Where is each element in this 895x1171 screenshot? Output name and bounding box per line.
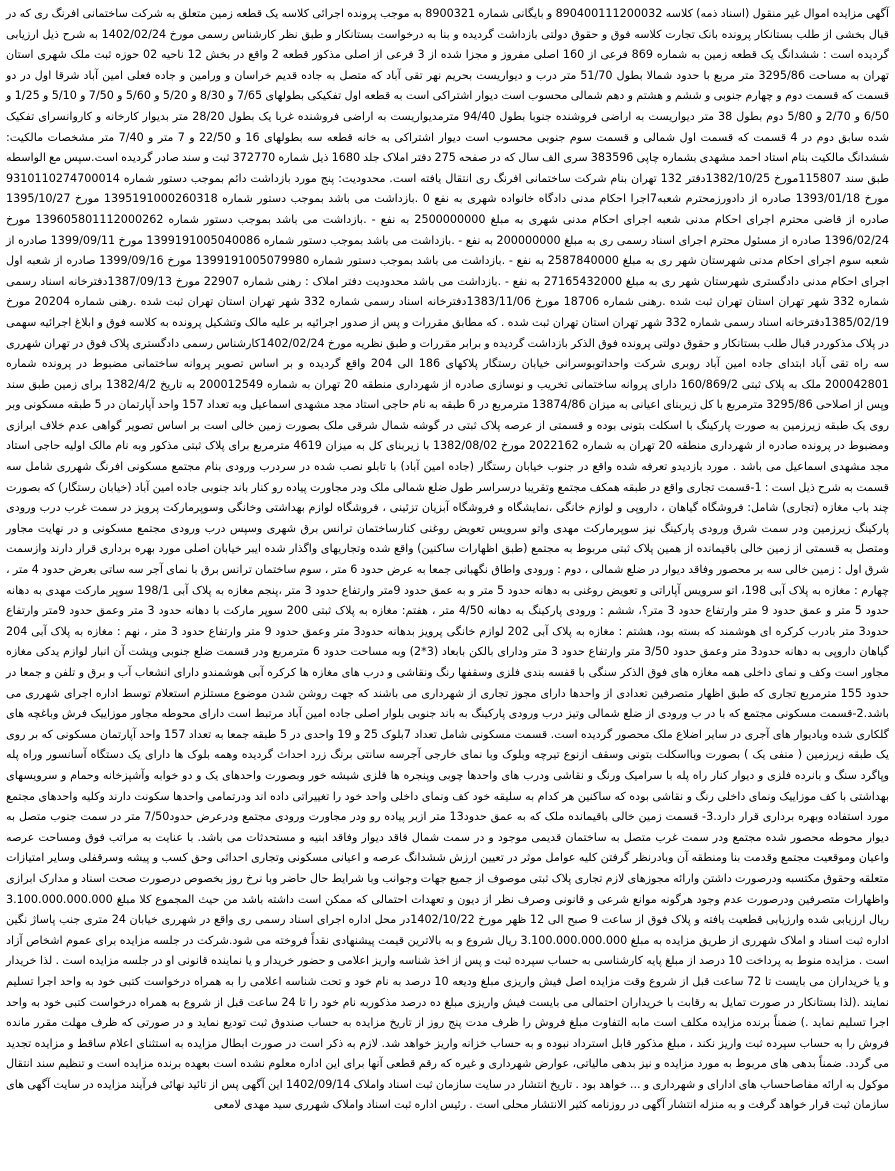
auction-notice-text: آگهی مزایده اموال غیر منقول (اسناد ذمه) کلاسه 890400111200032 و بایگانی شماره 8900321 به موجب پرونده اجرائی کلاسه یک قطعه زمین متعلق به شرکت ساختمانی افرنگ ری که در قبال بخشی از طلب بستانکار پرونده بانک تجارت کلاسه فوق و حقوق دولتی بازداشت گردیده و بنا به درخواست بستانکار و طبق نظر کارشناس رسمی مورخ 1402/02/24 به شرح ذیل ارزیابی گردیده است : ششدانگ یک قطعه زمین به شماره 869 فرعی از 160 اصلی مفروز و مجزا شده از 3 فرعی از اصلی مذکور قطعه 2 واقع در بخش 12 ناحیه 02 حوزه ثبت ملک شهری استان تهران به مساحت 3295/86 متر مربع با حدود شمالا بطول 51/70 متر درب و دیواریست بحریم نهر تقی آباد که متصل به جاده قدیم خراسان و ورامین و جاده فعلی امین آباد شرقا اول در دو قسمت که قسمت دوم و چهارم جنوبی و ششم و هشتم و دهم شمالی محسوب است دیوار اشتراکی است به قطعه اول تفکیکی بطولهای 7/65 و 8/30 و 5/20 و 5/60 و 7/50 و 5/10 و 1/25 و 6/50 و 2/70 و 5/80 دوم بطول 38 متر دیواریست به اراضی فروشنده جنوبا بطول 94/40 مترمدیواریست به اراضی فروشنده غربا یک بطول 28/20 متر بدیوار کارخانه و کاروانسرای تفکیک شده سابق دوم در 4 قسمت که قسمت اول شمالی و قسمت سوم جنوبی محسوب است دیوار اشتراکی به خانه قطعه سه بطولهای 16 و 22/50 و 7 متر و 7/40 متر مشخصات مالکیت: ششدانگ مالکیت بنام استاد احمد مشهدی بشماره چاپی 383596 سری الف سال که در صفحه 275 دفتر املاک جلد 1680 ذیل شماره 372770 ثبت و سند صادر گردیده است.سپس مع الواسطه طبق سند 115807مورخ 1382/10/25دفتر 132 تهران بنام شرکت ساختمانی افرنگ ری انتقال یافته است. محدودیت: پنج مورد بازداشت دائم بموجب دستور شماره 9310110274700014 مورخ 1393/01/18 صادره از دادورزمحترم شعبه7اجرا احکام مدنی دادگاه خانواده شهری به نفع 0 .بازداشت می باشد بموجب دستور شماره 1395191000260318 مورخ 1395/10/27 صادره از قاضی محترم اجرای احکام مدنی شعبه اجرای احکام مدنی شهری به مبلغ 2500000000 به نفع - .بازداشت می باشد بموجب دستور شماره 139605801112000262 مورخ 1396/02/24 صادره از مسئول محترم اجرای اسناد رسمی ری به مبلغ 200000000 به نفع - .بازداشت می باشد بموجب دستور شماره 1399191005040086 مورخ 1399/09/11 صادره از شعبه سوم اجرای احکام مدنی شهرستان شهر ری به مبلغ 2587840000 به نفع - .بازداشت می باشد بموجب دستور شماره 1399191005079980 مورخ 1399/09/16 صادره از شعبه اول اجرای احکام مدنی دادگستری شهرستان شهر ری به مبلغ 27165432000 به نفع - .بازداشت می باشد محدودیت دفتر املاک : رهنی شماره 22907 مورخ 1387/09/13دفترخانه اسناد رسمی شماره 332 شهر تهران استان تهران ثبت شده .رهنی شماره 18706 مورخ 1383/11/06دفترخانه اسناد رسمی شماره 332 شهر تهران استان تهران ثبت شده .رهنی شماره 20204 مورخ 1385/02/19دفترخانه اسناد رسمی شماره 332 شهر تهران استان تهران ثبت شده . که مطابق مقررات و پس از صدور اجرائیه بر علیه مالک وتشکیل پرونده به کلاسه فوق و ابلاغ اجرائیه سهمی در پلاک مذکوردر قبال طلب بستانکار و حقوق دولتی پرونده فوق الذکر بازداشت گردیده و برابر مقررات و طبق نظریه مورخ 1402/02/24کارشناس رسمی دادگستری پلاک فوق در تهران شهرری سه راه تقی آباد ابتدای جاده امین آباد روبری شرکت واحداتوبوسرانی خیابان رستگار پلاکهای 186 الی 204 واقع گردیده و بر اساس تصویر پروانه ساختمانی مضبوط در پرونده شماره 200042801 ملک به پلاک ثبتی 160/869/2 دارای پروانه ساختمانی تخریب و نوسازی صادره از شهرداری منطقه 20 تهران به شماره 200012549 به تاریخ 1382/4/2 برای زمین طبق سند وپس از اصلاحی 3295/86 مترمربع با کل زیربنای اعیانی به میزان 13874/86 مترمربع در 6 طبقه به نام حاجی استاد مجد مشهدی اسماعیل وبه تعداد 157 واحد آپارتمان در 5 طبقه مسکونی وبر روی یک طبقه زیرزمین به صورت پارکینگ با اسکلت بتونی بوده و قسمتی از عرصه پلاک ثبتی در گوشه شمال شرقی ملک بصورت زمین خالی است بر اساس تصویر گواهی عدم خلاف ابرازی ومضبوط در پرونده صادره از شهرداری منطقه 20 تهران به شماره 2022162 مورخ 1382/08/02 با زیربنای کل به میزان 4619 مترمربع برای پلاک ثبتی مذکور وبه نام مالک اولیه حاجی استاد مجد مشهدی اسماعیل می باشد . مورد بازدیدو تعرفه شده واقع در جنوب خیابان رستگار (جاده امین آباد) با تابلو نصب شده در سردرب ورودی بنام مجتمع مسکونی افرنگ شهرری شامل سه قسمت به شرح ذیل است : 1-قسمت تجاری واقع در طبقه همکف مجتمع وتقریبا درسراسر طول ضلع شمالی ملک ودر مجاورت پیاده رو کنار باند جنوبی جاده امین آباد (خیابان رستگار) که بصورت چند باب مغازه (تجاری) شامل: فروشگاه گیاهان ، داروپی و لوازم خانگی ،نمایشگاه و فروشگاه آبزیان تزئینی ، فروشگاه لوازم بهداشتی وخانگی وسوپرمارکت پرویز در سمت غرب درب ورودی پارکینگ زیرزمین ودر سمت شرق ورودی پارکینگ نیز سوپرمارکت مهدی واتو سرویس تعویض روغنی کنارساختمان ترانس برق شهری وسپس درب ورودی مجتمع مسکونی و در نهایت مجاور ومتصل به قسمتی از زمین خالی باقیمانده از همین پلاک ثبتی مربوط به مجتمع (طبق اظهارات ساکنین) واقع شده وتجاریهای واگذار شده ایبر خیابان اصلی مورد بهره برداری قرار دارند وازسمت شرق اول : زمین خالی سه بر محصور وفاقد دیوار در ضلع شمالی ، دوم : ورودی واطاق نگهبانی جمعا به عرض حدود 6 متر ، سوم ساختمان ترانس برق با نمای آجر سه ساتی بعرض حدود 4 متر ، چهارم : مغازه به پلاک آبی 198، اتو سرویس آپاراتی و تعویض روغنی به دهانه حدود 5 متر و به عمق حدود 9متر وارتفاع حدود 3 متر ،پنجم مغازه به پلاک آبی 198/1 سوپر مارکت مهدی به دهانه حدود 5 متر و عمق حدود 9 متر وارتفاع حدود 3 متر؟، ششم : ورودی پارکینگ به دهانه 4/50 متر ، هفتم: مغازه به پلاک ثبتی 200 سوپر مارکت با دهانه حدود 3 متر وعمق حدود 9متر وارتفاع حدود3 متر بادرب کرکره ای هوشمند که بسته بود، هشتم : مغازه به پلاک آبی 202 لوازم خانگی پرویز بدهانه حدود3 متر وعمق حدود 9 متر وارتفاع حدود 3 متر ، نهم : مغازه به پلاک آبی 204 گیاهان داروپی به دهانه حدود3 متر وعمق حدود 3/50 متر وارتفاع حدود 3 متر ودارای بالکن بابعاد (3*2) وبه مساحت حدود 6 مترمربع ودر قسمت ضلع جنوبی وپشت آن انبار لوازم یدکی مغازه مجاور است وکف و نمای داخلی همه مغازه های فوق الذکر سنگی با قفسه بندی فلزی وسقفها رنگ ونقاشی و درب های مغازه ها کرکره آبی هوشمندو دارای انشعاب آب و برق و تلفن و جمعا در حدود 155 مترمربع تجاری که طبق اظهار متصرفین تعدادی از واحدها دارای مجوز تجاری از شهرداری می باشند که جهت روشن شدن موضوع مستلزم استعلام توسط اداره اجرای شهرری می باشد.2-قسمت مسکونی مجتمع که با در ب ورودی از ضلع شمالی وتیز درب ورودی پارکینگ به باند جنوبی بلوار اصلی جاده امین آباد مرتبط است دارای محوطه مجاور موزاییک فرش وباغچه های گلکاری شده وبادیوار های آجری در سایر اضلاع ملک محصور گردیده است. قسمت مسکونی شامل تعداد 7بلوک 25 و 19 واحدی در 5 طبقه جمعا به تعداد 157 واحد آپارتمان مسکونی که بر روی یک طبقه زیرزمین ( منفی یک ) بصورت وبااسکلت بتونی وسقف ازنوع تیرچه وبلوک وبا نمای خارجی آجرسه سانتی برنگ زرد احداث گردیده وهمه بلوک ها دارای یک دستگاه آسانسور وراه پله وپاگرد سنگ و بانرده فلزی و دیوار کنار راه پله با سرامیک ورنگ و نقاشی ودرب های واحدها چوبی وپنجره ها فلزی شیشه خور وبصورت واحدهای یک و دو خوابه وآشپزخانه وحمام و سرویسهای بهداشتی با کف موزاییک ونمای داخلی رنگ و نقاشی بوده که ساکنین هر کدام به سلیقه خود کف ونمای داخلی واحد خود را تغییراتی داده اند ودرتمامی واحدها سکونت دارند وکلیه واحدهای مجتمع مورد استفاده وبهره برداری قرار دارد.3- قسمت زمین خالی باقیمانده ملک که به عمق حدود13 متر ازبر پیاده رو ودر مجاورت ورودی مجتمع ودرعرض حدود7/50 متر در سمت جنوب متصل به دیوار محوطه محصور شده مجتمع ودر سمت غرب متصل به ساختمان قدیمی موجود و در سمت شمال فاقد دیوار وفاقد ابنیه و مستحدثات می باشد. با عنایت به مراتب فوق ومساحت عرصه واعیان وموقعیت مجتمع وقدمت بنا ومنطقه آن وبادرنظر گرفتن کلیه عوامل موثر در تعیین ارزش ششدانگ عرصه و اعیانی مسکونی وتجاری احداثی وحق کسب و پیشه وسرقفلی وسایر امتیازات متعلقه وحقوق مکتسبه ودرصورت داشتن وارائه مجوزهای لازم تجاری پلاک ثبتی موصوف از جمیع جهات وجوانب وبا شرایط حال حاضر وبا نرخ روز بخصوص درصورت صحت اسناد و مدارک ابرازی واظهارات متصرفین ودرصورت عدم وجود هرگونه موانع شرعی و قانونی وصرف نظر از دیون و تعهدات احتمالی که ممکن است داشته باشد من حیث المجموع کلا مبلغ 3.100.000.000.000 ریال ارزیابی شده وارزیابی قطعیت یافته و پلاک فوق از ساعت 9 صبح الی 12 ظهر مورخ 1402/10/22در محل اداره اجرای اسناد رسمی ری واقع در شهرری خیابان 24 متری جنب پاساژ نگین اداره ثبت اسناد و املاک شهرری از طریق مزایده به مبلغ 3.100.000.000.000 ریال شروع و به بالاترین قیمت پیشنهادی نقداً فروخته می شود.شرکت در جلسه مزایده برای عموم اشخاص آزاد است . مزایده منوط به پرداخت 10 درصد از مبلغ پایه کارشناسی به حساب سپرده ثبت و پس از اخذ شناسه واریز اعلامی و حضور خریدار و یا نماینده قانونی او در جلسه مزایده است . لذا خریدار و یا خریداران می بایست تا 72 ساعت قبل از شروع وقت مزایده اصل فیش واریزی مبلغ ودیعه 10 درصد به نام خود و تحت شناسه اعلامی را به همراه درخواست کتبی خود به واحد اجرا تسلیم نمایند .(لذا بستانکار در صورت تمایل به رقابت با خریداران احتمالی می بایست فیش واریزی مبلغ ده درصد مذکوربه نام خود را تا 24 ساعت قبل از شروع به همراه درخواست کتبی خود به واحد اجرا تسلیم نماید .) ضمناً برنده مزایده مکلف است مابه التفاوت مبلغ فروش را ظرف مدت پنج روز از تاریخ مزایده به حساب صندوق ثبت تودیع نماید و در صورتی که ظرف مهلت مقرر مانده فروش را به حساب سپرده ثبت واریز نکند ، مبلغ مذکور قابل استرداد نبوده و به حساب خزانه واریز خواهد شد. لازم به ذکر است در صورت ابطال مزایده به استثنای اعلام ساقط و مزایده تجدید می گردد. ضمناً بدهی های مربوط به مورد مزایده و نیز بدهی مالیاتی، عوارض شهرداری و غیره که رقم قطعی آنها برای این اداره معلوم نشده است بعهده برنده مزایده است و تنظیم سند انتقال موکول به ارائه مفاصاحساب های ادارای و شهرداری و ... خواهد بود . تاریخ انتشار در سایت سازمان ثبت اسناد واملاک 1402/09/14 این آگهی پس از تائید نهائی فرآیند مزایده در سایت آگهی های سازمان ثبت قرار خواهد گرفت و به منزله انتشار آگهی در روزنامه کثیر الانتشار محلی است . رئیس اداره ثبت اسناد واملاک شهرری سید مهدی لامعی	[6, 7, 890, 1112]
